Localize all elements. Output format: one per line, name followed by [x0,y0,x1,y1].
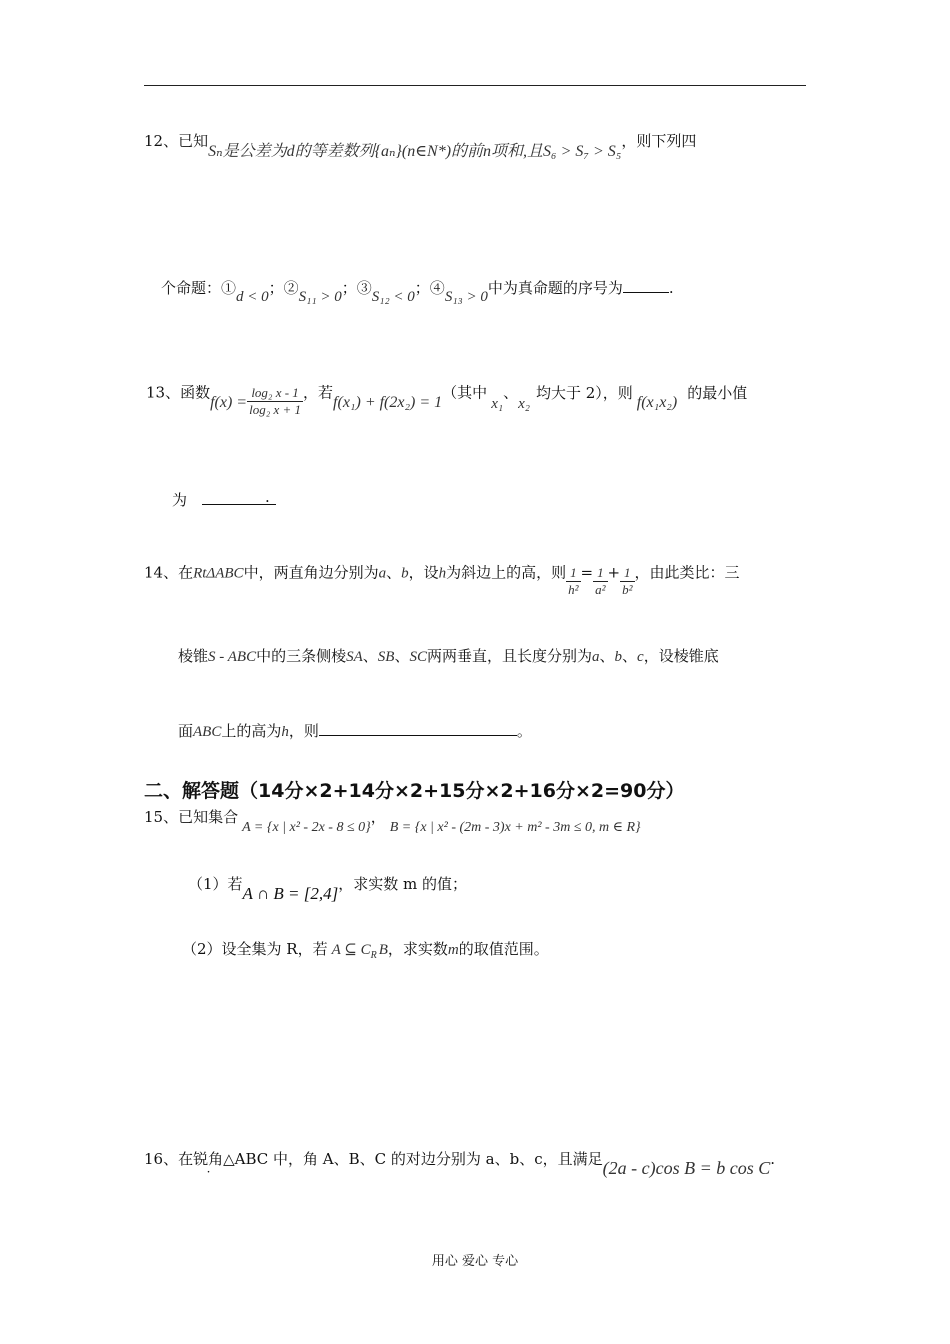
q12-answer-blank[interactable] [623,278,669,293]
q14-dun5: 、 [622,647,638,665]
q14-t3: 为斜边上的高，则 [446,563,567,582]
q12-formula: Sₙ是公差为d的等差数列{aₙ}(n∈N*)的前n项和,且S₆ > S₇ > S₅ [208,143,622,160]
page-footer: 用心 爱心 专心 [431,1254,519,1269]
q12-prop4: S₁₃ > 0 [444,289,488,305]
q14-frac-h-num: 1 [566,565,580,582]
q14-plus: + [607,563,621,582]
q15-p1-label: （1）若 [188,875,243,893]
q12-prop2: S₁₁ > 0 [298,289,342,305]
q13-dot: . [265,488,270,506]
q13-answer-blank[interactable] [202,490,276,505]
q14-dun4: 、 [599,647,615,665]
section-heading: 二、解答题（14分×2+14分×2+15分×2+16分×2=90分） [144,780,685,802]
q14-l2b: 中的三条侧棱 [256,647,347,665]
q14-sabc: S - ABC [208,649,257,665]
q13-line1 [146,377,748,417]
q14-abc: ABC [193,724,222,740]
q13-wei: 为 [172,491,188,509]
q16-text: △ABC 中，角 A、B、C 的对边分别为 a、b、c，且满足 [223,1150,603,1168]
q14-frac-b-den: b² [622,582,633,597]
q13-expr: f(x₁x₂) [636,393,678,411]
q15-set-a: A = {x | x² - 2x - 8 ≤ 0} [242,820,371,835]
q14-answer-blank[interactable] [319,721,517,736]
q15-part2 [182,938,549,961]
q14-line2 [178,645,719,666]
q13-frac-num: log₂ x - 1 [247,385,303,402]
q12-sep1: ；② [268,279,299,297]
q14-frac-a-den: a² [595,582,606,597]
header-rule [144,85,806,86]
q12-prop3: S₁₂ < 0 [371,289,415,305]
q14-line1 [144,557,740,597]
q14-frac-b-num: 1 [620,565,634,582]
q15-p2-m: m [447,942,459,958]
q15-p2-sub: R [370,950,377,961]
q14-h: h [438,565,447,582]
q16-expr: (2a - c)cos B = b cos C [602,1158,771,1178]
q14-sa: SA [346,649,363,665]
q14-dun: 、 [386,563,402,582]
q13-x2: x₂ [518,395,530,412]
q13-x1: x₁ [491,395,504,412]
q14-l2a: 棱锥 [178,647,209,665]
q13-note: （其中 [442,383,488,402]
q16-dot: . [770,1150,775,1168]
q12-tail: ，则下列四 [621,132,697,150]
q13-fx: f(x) = [210,393,248,411]
q14-frac-a-num: 1 [593,565,607,582]
q14-l3b: 上的高为 [221,722,282,740]
q14-t4: ，由此类比：三 [634,563,740,582]
q12-prefix: 个命题：① [161,279,237,297]
q13-frac-den: log₂ x + 1 [249,402,302,417]
q14-dun2: 、 [362,647,378,665]
q13-fraction [247,385,303,418]
q14-frac-h [566,565,580,598]
q12-end: . [668,279,674,297]
q13-tail: 的最小值 [687,383,748,402]
q13-condition: f(x₁) + f(2x₂) = 1 [333,393,443,411]
q13-line2 [172,489,276,510]
q14-t1: 中，两直角边分别为 [243,563,379,582]
q14-triangle: RtΔABC [193,565,244,582]
q15-p2-tail2: 的取值范围。 [458,940,549,958]
q13-number: 13、函数 [146,383,211,402]
q12-sep2: ；③ [341,279,372,297]
q14-sc: SC [409,649,427,665]
q15-p2-tail: ，求实数 [387,940,448,958]
q15-comma: ， [370,808,386,826]
q16-number: 16、在 [144,1150,194,1168]
q12-line1 [144,128,697,160]
q14-sb: SB [377,649,395,665]
q15-p1-expr: A ∩ B = [2,4] [242,884,339,903]
q16-line [144,1148,775,1178]
q14-dun3: 、 [394,647,410,665]
q13-ruo: ，若 [303,383,334,402]
q14-b: b [401,565,409,582]
q15-number: 15、已知集合 [144,808,239,826]
q15-line1 [144,806,641,835]
q13-dun: 、 [503,383,519,402]
q15-p1-tail: ，求实数 m 的值； [338,875,468,893]
q12-sep3: ；④ [414,279,445,297]
q14-b2: b [614,649,623,665]
q12-suffix: 中为真命题的序号为 [487,279,623,297]
q14-l3c: ，则 [288,722,319,740]
q14-frac-h-den: h² [568,582,579,597]
q15-part1 [188,873,468,903]
q14-eq: = [580,563,594,582]
q12-line2 [161,277,674,305]
q14-h2: h [281,724,289,740]
q14-t2: ，设 [408,563,439,582]
q14-number: 14、在 [144,563,194,582]
q14-l2d: ，设棱锥底 [643,647,719,665]
q14-l3a: 面 [178,722,194,740]
q15-p2-expr2: B [378,942,388,958]
q14-a2: a [592,649,600,665]
q15-p2-expr: A ⊆ C [331,942,371,958]
q14-frac-a [593,565,607,598]
q14-line3 [178,720,532,741]
q13-gt2: 均大于 2），则 [535,383,633,402]
q15-p2-label: （2）设全集为 R，若 [182,940,328,958]
q14-end: 。 [516,722,532,740]
q12-prop1: d < 0 [236,289,269,305]
q14-a: a [378,565,387,582]
q16-acute-emphasis: 锐角 [193,1150,224,1168]
q12-number: 12、已知 [144,132,209,150]
q14-l2c: 两两垂直，且长度分别为 [426,647,592,665]
q14-c: c [637,649,644,665]
q14-frac-b [620,565,634,598]
q15-set-b: B = {x | x² - (2m - 3)x + m² - 3m ≤ 0, m ∈ R} [389,820,641,835]
